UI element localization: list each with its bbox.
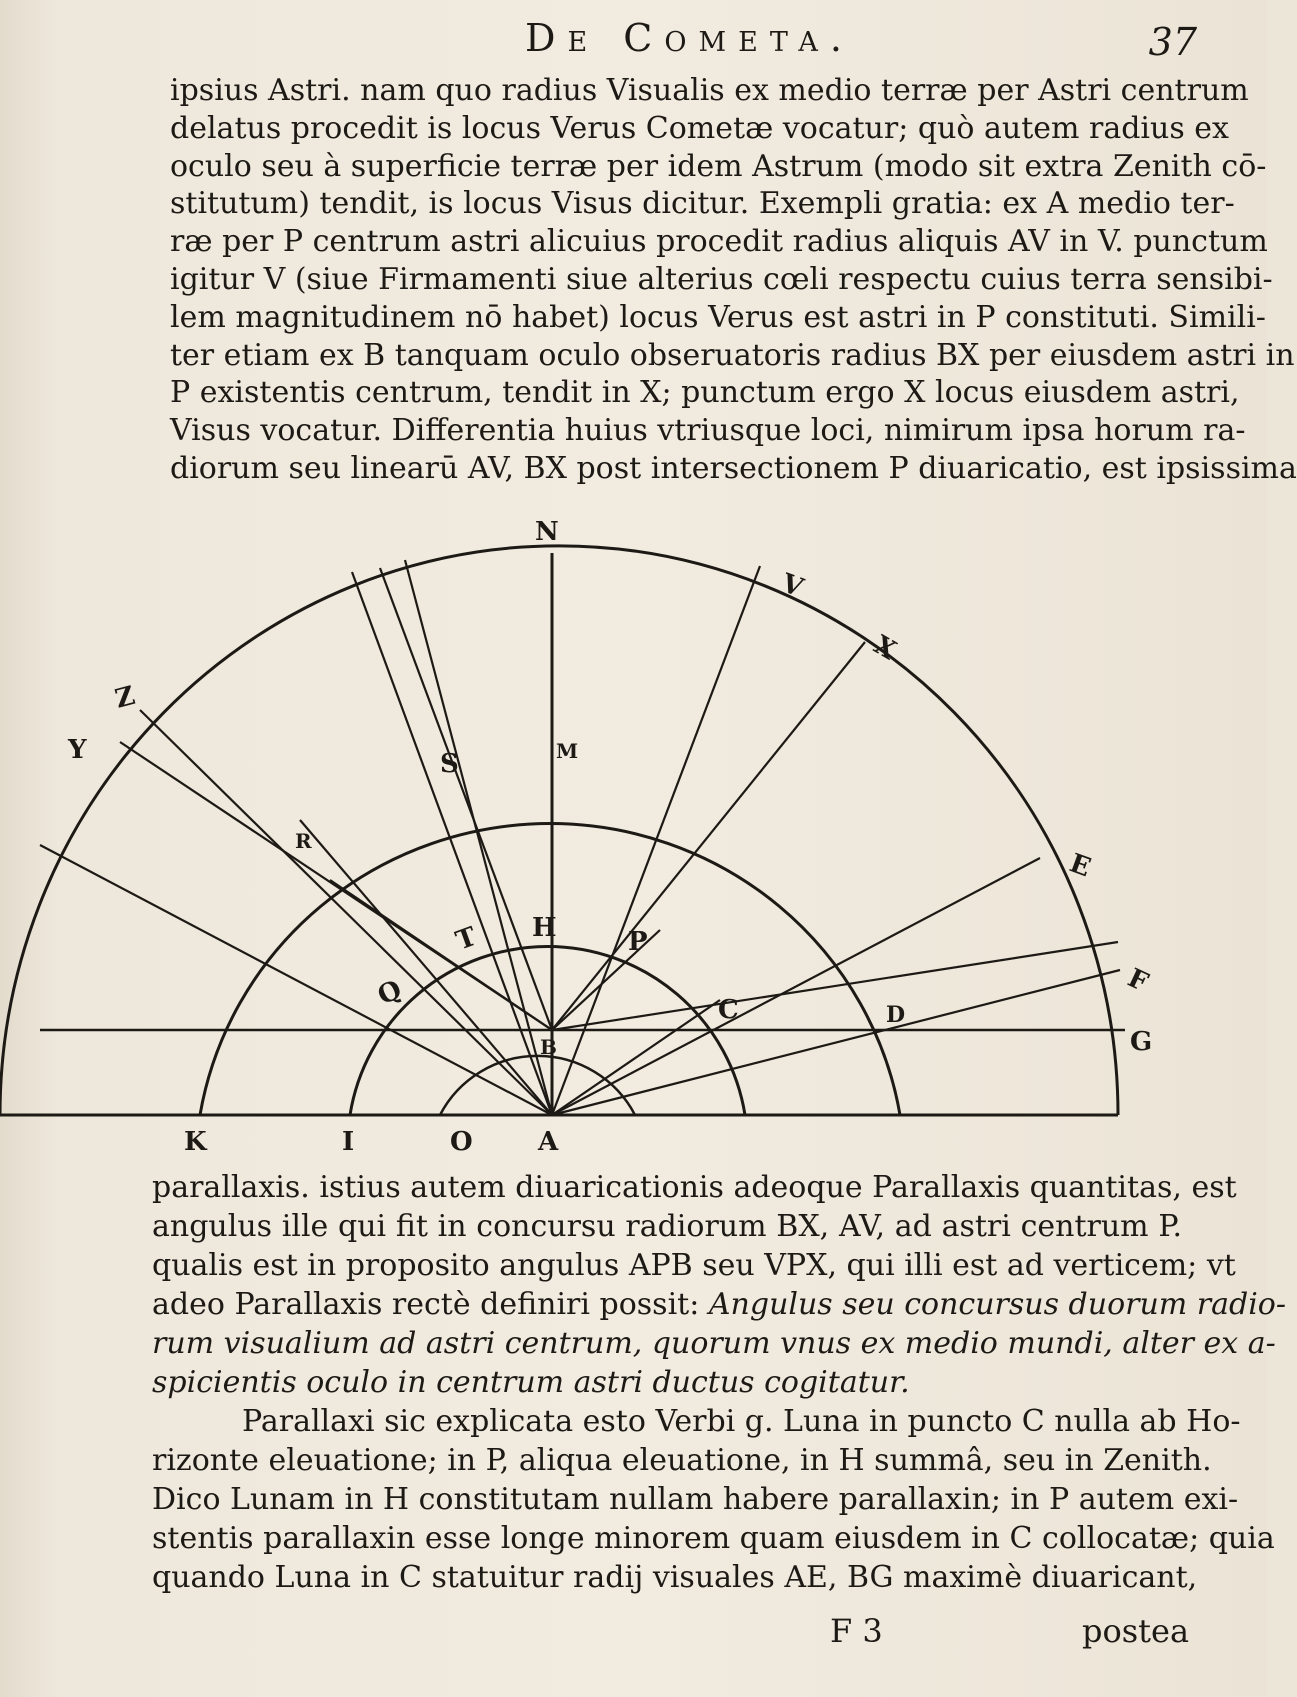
parallax-diagram	[0, 500, 1267, 1157]
diagram-labels	[67, 517, 1153, 1157]
label-x: X	[868, 630, 901, 667]
text-block-top	[170, 72, 1297, 488]
label-c: C	[718, 995, 739, 1025]
page-footer	[0, 1612, 1267, 1662]
label-q: Q	[373, 974, 407, 1012]
label-v: V	[777, 568, 807, 604]
text-line: ipsius Astri. nam quo radius Visualis ex medio terræ per Astri centrum	[170, 73, 1249, 108]
catchword: postea	[1082, 1612, 1190, 1650]
label-n: N	[535, 517, 559, 547]
text-line: stitutum) tendit, is locus Visus dicitur. Exempli gratia: ex A medio ter-	[170, 186, 1235, 222]
ray-lines	[40, 560, 1120, 1115]
text-line: qualis est in proposito angulus APB seu VPX, qui illi est ad verticem; vt	[152, 1248, 1236, 1283]
text-line: quando Luna in C statuitur radij visuales AE, BG maximè diuaricant,	[152, 1560, 1198, 1595]
label-y: Y	[68, 735, 87, 765]
label-r: R	[295, 829, 312, 853]
text-line-italic: rum visualium ad astri centrum, quorum vnus ex medio mundi, alter ex a-	[152, 1326, 1276, 1361]
text-line: igitur V (siue Firmamenti siue alterius cœli respectu cuius terra sensibi-	[170, 261, 1273, 297]
signature-mark: F 3	[830, 1612, 883, 1650]
text-line: diorum seu linearū AV, BX post intersectionem P diuaricatio, est ipsissima	[170, 450, 1297, 486]
text-block-bottom	[152, 1168, 1286, 1597]
text-line: angulus ille qui fit in concursu radiorum BX, AV, ad astri centrum P.	[152, 1209, 1182, 1244]
text-line: lem magnitudinem nō habet) locus Verus est astri in P constituti. Simili-	[170, 299, 1266, 335]
text-line-italic: spicientis oculo in centrum astri ductus cogitatur.	[152, 1365, 910, 1400]
label-k: K	[184, 1127, 207, 1157]
text-line: Visus vocatur. Differentia huius vtriusque loci, nimirum ipsa horum ra-	[170, 413, 1246, 449]
text-line: rizonte eleuatione; in P, aliqua eleuatione, in H summâ, seu in Zenith.	[152, 1443, 1212, 1478]
text-line: stentis parallaxin esse longe minorem quam eiusdem in C collocatæ; quia	[152, 1521, 1275, 1556]
label-f: F	[1123, 963, 1153, 999]
text-line: parallaxis. istius autem diuaricationis adeoque Parallaxis quantitas, est	[152, 1170, 1237, 1205]
text-line: delatus procedit is locus Verus Cometæ vocatur; quò autem radius ex	[170, 110, 1229, 146]
label-a: A	[538, 1127, 559, 1157]
label-i: I	[342, 1127, 355, 1157]
text-line-roman: adeo Parallaxis rectè definiri possit:	[152, 1287, 700, 1322]
label-p: P	[628, 927, 648, 957]
text-line: ræ per P centrum astri alicuius procedit radius aliquis AV in V. punctum	[170, 224, 1268, 260]
label-h: H	[532, 913, 557, 943]
label-m: M	[556, 739, 579, 763]
page-number: 37	[1148, 20, 1197, 64]
text-line: Dico Lunam in H constitutam nullam habere parallaxin; in P autem exi-	[152, 1482, 1239, 1517]
text-line-italic: Angulus seu concursus duorum radio-	[708, 1287, 1286, 1322]
text-line: ter etiam ex B tanquam oculo obseruatoris radius BX per eiusdem astri in	[170, 337, 1295, 373]
text-line: oculo seu à superficie terræ per idem Astrum (modo sit extra Zenith cō-	[170, 148, 1267, 184]
label-e: E	[1065, 848, 1095, 884]
text-line: Parallaxi sic explicata esto Verbi g. Luna in puncto C nulla ab Ho-	[242, 1404, 1241, 1439]
label-o: O	[450, 1127, 473, 1157]
text-line: P existentis centrum, tendit in X; punctum ergo X locus eiusdem astri,	[170, 375, 1240, 411]
label-b: B	[540, 1035, 557, 1059]
text-line-mixed	[152, 1285, 1286, 1324]
running-title: De Cometa.	[525, 16, 854, 60]
label-s: S	[440, 749, 459, 779]
label-z: Z	[112, 680, 139, 715]
label-g: G	[1130, 1027, 1153, 1057]
middle-arc	[200, 824, 900, 1115]
label-t: T	[452, 921, 481, 957]
label-d: D	[886, 1002, 906, 1028]
page-header	[0, 12, 1267, 62]
